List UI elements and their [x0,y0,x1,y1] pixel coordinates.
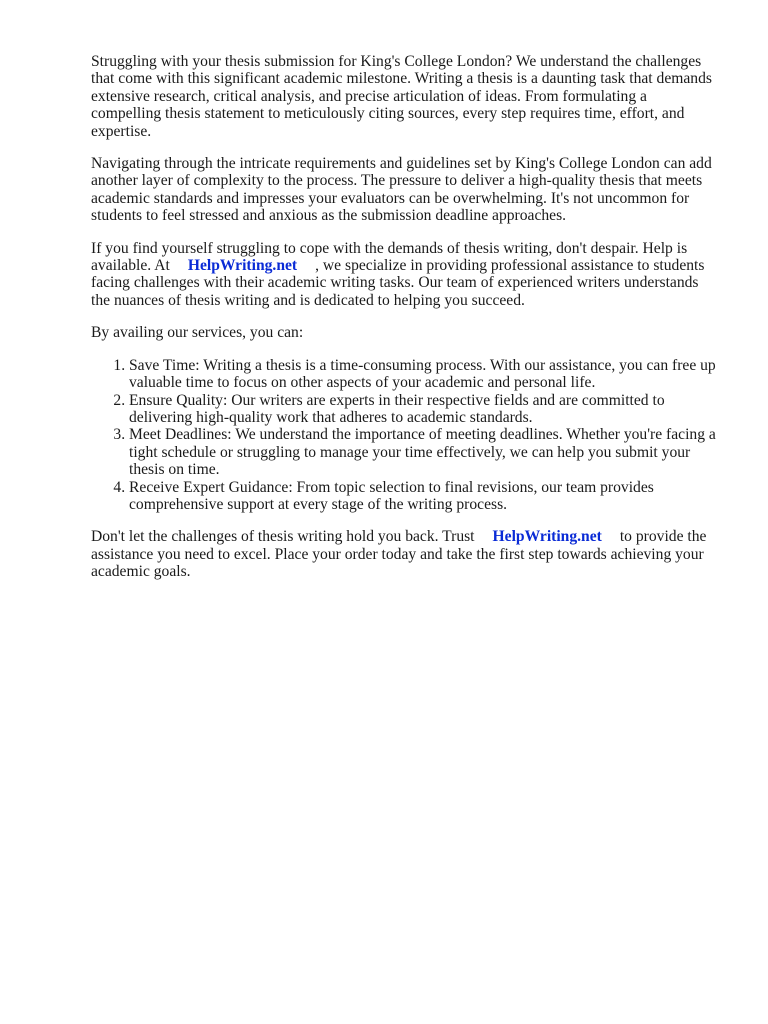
help-paragraph-text-before: If you find yourself struggling to cope with the demands of thesis writing, don't despair. Help is available. At [91,239,688,275]
list-item: 1. Save Time: Writing a thesis is a time-consuming process. With our assistance, you can free up valuable time to focus on other aspects of your academic and personal life. [129,357,721,392]
list-item: 4. Receive Expert Guidance: From topic selection to final revisions, our team provides comprehensive support at every stage of the writing process. [129,479,721,514]
helpwriting-link-closing[interactable]: HelpWriting.net [492,528,602,546]
helpwriting-link[interactable]: HelpWriting.net [187,257,298,275]
closing-paragraph-text-before: Don't let the challenges of thesis writing hold you back. Trust [91,528,475,546]
services-intro-paragraph: By availing our services, you can: [91,324,304,342]
intro-paragraph: Struggling with your thesis submission for King's College London? We understand the challenges that come with this significant academic milestone. Writing a thesis is a daunting task that demands extensive research, critical analysis, and precise articulation of ideas. From formulating a compelling thesis statement to meticulously citing sources, every step requires time, effort, and expertise. [91,53,712,140]
help-paragraph [91,240,721,310]
closing-paragraph [91,528,721,580]
list-item: 3. Meet Deadlines: We understand the importance of meeting deadlines. Whether you're facing a tight schedule or struggling to manage your time effectively, we can help you submit your thesis on time. [129,426,721,478]
document-body [91,53,721,596]
list-item: 2. Ensure Quality: Our writers are experts in their respective fields and are committed to delivering high-quality work that adheres to academic standards. [129,392,721,427]
services-list [91,357,721,514]
help-paragraph-text-after: , we specialize in providing professional assistance to students facing challenges with their academic writing tasks. Our team of experienced writers understands the nuances of thesis writing and is dedicated to helping you succeed. [91,257,705,309]
complexity-paragraph: Navigating through the intricate requirements and guidelines set by King's College London can add another layer of complexity to the process. The pressure to deliver a high-quality thesis that meets academic standards and impresses your evaluators can be overwhelming. It's not uncommon for students to feel stressed and anxious as the submission deadline approaches. [91,155,712,225]
closing-paragraph-text-after: to provide the assistance you need to excel. Place your order today and take the first step towards achieving your academic goals. [91,528,707,581]
